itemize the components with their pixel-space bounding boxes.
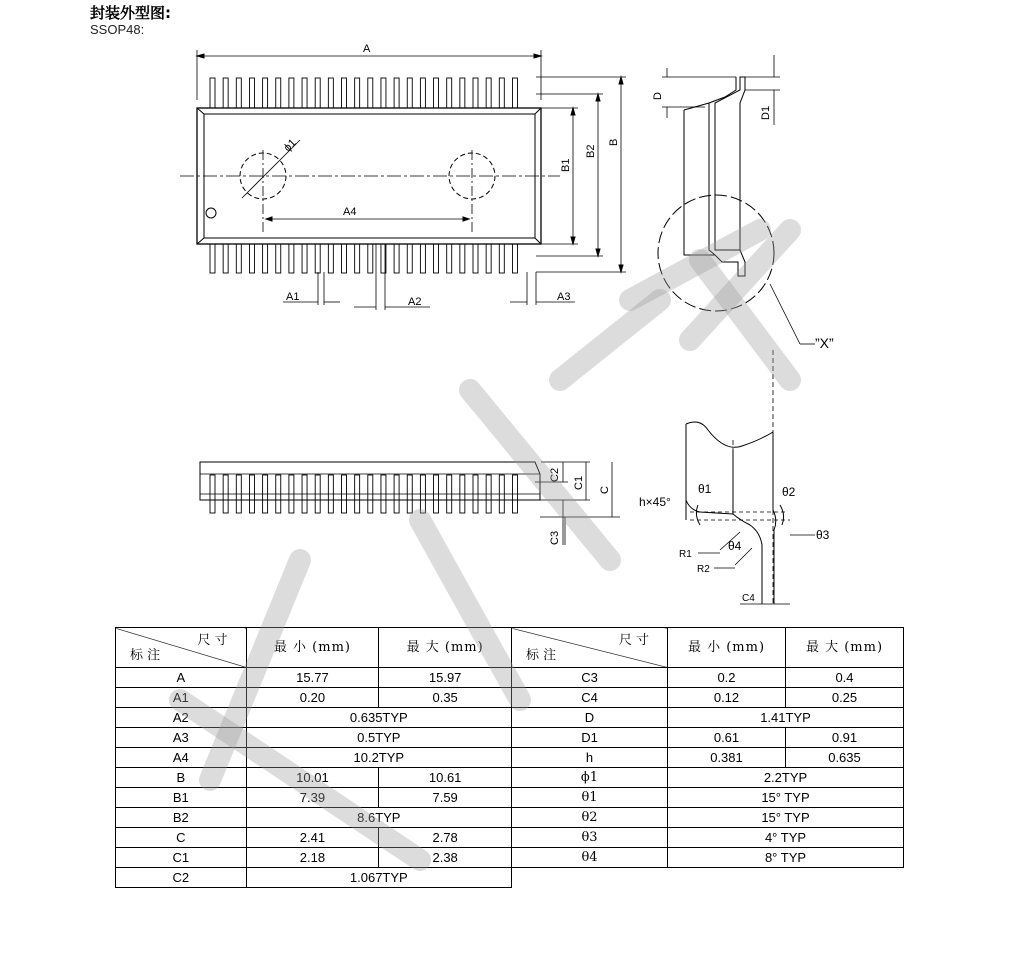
dim-label-C: C xyxy=(599,486,611,494)
dim-name-cell: A1 xyxy=(116,688,247,708)
pin-top-24 xyxy=(512,78,517,108)
dim-name-cell: A3 xyxy=(116,728,247,748)
dim-label-D: D xyxy=(652,92,664,100)
pin-top-9 xyxy=(315,78,320,108)
dim-max-cell: 0.35 xyxy=(379,688,512,708)
dim-name-cell: θ2 xyxy=(512,808,668,828)
pin-top-7 xyxy=(289,78,294,108)
pin-bottom-19 xyxy=(447,244,452,273)
pin-bottom-5 xyxy=(263,244,268,273)
dim-name-cell: θ1 xyxy=(512,788,668,808)
pin-bottom-4 xyxy=(249,244,254,273)
dim-typ-cell: 0.5TYP xyxy=(246,728,511,748)
dim-label-B2: B2 xyxy=(585,144,597,158)
pin-bottom-3 xyxy=(236,244,241,273)
dim-name-cell: C2 xyxy=(116,868,247,888)
package-name: SSOP48: xyxy=(90,22,145,37)
pin-top-23 xyxy=(499,78,504,108)
pin-top-5 xyxy=(263,78,268,108)
pin-top-17 xyxy=(420,78,425,108)
header-mark: 标 注 xyxy=(526,648,557,663)
dim-min-cell: 2.41 xyxy=(246,828,379,848)
dim-max-cell: 15.97 xyxy=(379,668,512,688)
dim-typ-cell: 10.2TYP xyxy=(246,748,511,768)
pin-bottom-20 xyxy=(460,244,465,273)
dim-max-cell: 10.61 xyxy=(379,768,512,788)
dim-label-A3: A3 xyxy=(557,291,571,303)
side-profile-view xyxy=(658,55,815,344)
header-min: 最 小 (mm) xyxy=(246,628,379,668)
dim-label-D1: D1 xyxy=(760,105,772,120)
pin-top-15 xyxy=(394,78,399,108)
pins-top xyxy=(210,78,517,108)
dim-max-cell: 2.78 xyxy=(379,828,512,848)
dim-typ-cell: 0.635TYP xyxy=(246,708,511,728)
dim-label-C1: C1 xyxy=(573,475,585,490)
dimension-table-right xyxy=(511,627,904,868)
dim-typ-cell: 8° TYP xyxy=(668,848,904,868)
pin-bottom-13 xyxy=(368,244,373,273)
pin-bottom-21 xyxy=(473,244,478,273)
dim-typ-cell: 15° TYP xyxy=(668,788,904,808)
dim-label-theta3: θ3 xyxy=(816,528,830,542)
pin-top-8 xyxy=(302,78,307,108)
dim-name-cell: θ3 xyxy=(512,828,668,848)
page-title: 封装外型图: xyxy=(90,4,171,22)
dim-name-cell: ϕ1 xyxy=(512,768,668,788)
dim-max-cell: 0.25 xyxy=(786,688,904,708)
pin-top-18 xyxy=(434,78,439,108)
dim-name-cell: B1 xyxy=(116,788,247,808)
table-row xyxy=(116,848,512,868)
dim-label-phi1: ϕ1 xyxy=(281,136,299,155)
pin-bottom-7 xyxy=(289,244,294,273)
pin-top-21 xyxy=(473,78,478,108)
table-row xyxy=(116,768,512,788)
table-row xyxy=(512,828,904,848)
pin-top-19 xyxy=(447,78,452,108)
dim-label-C3: C3 xyxy=(549,530,561,545)
dim-min-cell: 15.77 xyxy=(246,668,379,688)
pin-top-1 xyxy=(210,78,215,108)
pin-top-16 xyxy=(407,78,412,108)
pin-bottom-16 xyxy=(407,244,412,273)
header-mark: 标 注 xyxy=(130,648,161,663)
pin-top-10 xyxy=(328,78,333,108)
dimension-table-left xyxy=(115,627,512,888)
header-size: 尺 寸 xyxy=(197,633,228,648)
table-row xyxy=(512,848,904,868)
dim-typ-cell: 4° TYP xyxy=(668,828,904,848)
dim-min-cell: 0.2 xyxy=(668,668,786,688)
dim-min-cell: 0.61 xyxy=(668,728,786,748)
dim-label-C4: C4 xyxy=(742,593,755,604)
table-row xyxy=(512,768,904,788)
dim-name-cell: A2 xyxy=(116,708,247,728)
pin-top-6 xyxy=(276,78,281,108)
table-corner-header xyxy=(512,628,668,668)
pin-top-3 xyxy=(236,78,241,108)
pin-bottom-1 xyxy=(210,244,215,273)
dim-name-cell: B xyxy=(116,768,247,788)
pin-bottom-8 xyxy=(302,244,307,273)
dim-max-cell: 2.38 xyxy=(379,848,512,868)
pin-top-11 xyxy=(342,78,347,108)
dim-name-cell: D1 xyxy=(512,728,668,748)
header-max: 最 大 (mm) xyxy=(786,628,904,668)
top-view xyxy=(180,50,626,310)
dim-label-A1: A1 xyxy=(286,291,300,303)
dim-label-A: A xyxy=(363,43,371,55)
dim-name-cell: h xyxy=(512,748,668,768)
table-row xyxy=(116,868,512,888)
pin-top-2 xyxy=(223,78,228,108)
dim-max-cell: 0.91 xyxy=(786,728,904,748)
table-row xyxy=(512,808,904,828)
dim-typ-cell: 2.2TYP xyxy=(668,768,904,788)
detail-circle-X xyxy=(658,195,774,311)
table-corner-header xyxy=(116,628,247,668)
pin-bottom-15 xyxy=(394,244,399,273)
dim-name-cell: D xyxy=(512,708,668,728)
pin-bottom-18 xyxy=(434,244,439,273)
pin-top-14 xyxy=(381,78,386,108)
pin-top-22 xyxy=(486,78,491,108)
pin-bottom-10 xyxy=(328,244,333,273)
table-row xyxy=(512,668,904,688)
dim-label-theta2: θ2 xyxy=(782,485,796,499)
table-row xyxy=(512,788,904,808)
header-max: 最 大 (mm) xyxy=(379,628,512,668)
dim-label-R2: R2 xyxy=(697,564,710,575)
table-row xyxy=(512,688,904,708)
pin1-dot xyxy=(206,208,216,218)
dim-label-A2: A2 xyxy=(408,296,422,308)
pin-top-20 xyxy=(460,78,465,108)
pin-top-12 xyxy=(355,78,360,108)
table-row xyxy=(512,748,904,768)
dim-name-cell: C3 xyxy=(512,668,668,688)
table-row xyxy=(116,808,512,828)
dim-name-cell: θ4 xyxy=(512,848,668,868)
dim-max-cell: 0.4 xyxy=(786,668,904,688)
dim-max-cell: 0.635 xyxy=(786,748,904,768)
table-row xyxy=(116,748,512,768)
dim-label-h45: h×45° xyxy=(639,495,671,509)
dim-label-C2: C2 xyxy=(549,467,561,482)
table-row xyxy=(116,688,512,708)
dim-label-R1: R1 xyxy=(679,549,692,560)
dim-label-B1: B1 xyxy=(560,158,572,172)
dim-name-cell: C xyxy=(116,828,247,848)
pin-bottom-9 xyxy=(315,244,320,273)
dim-typ-cell: 15° TYP xyxy=(668,808,904,828)
dim-max-cell: 7.59 xyxy=(379,788,512,808)
dim-min-cell: 0.381 xyxy=(668,748,786,768)
dim-label-theta1: θ1 xyxy=(698,482,712,496)
dim-name-cell: A xyxy=(116,668,247,688)
dim-label-B: B xyxy=(608,138,620,146)
header-min: 最 小 (mm) xyxy=(668,628,786,668)
table-row xyxy=(116,828,512,848)
dim-label-theta4: θ4 xyxy=(728,539,742,553)
dim-name-cell: C1 xyxy=(116,848,247,868)
table-row xyxy=(512,728,904,748)
dim-label-A4: A4 xyxy=(343,206,357,218)
dim-typ-cell: 1.41TYP xyxy=(668,708,904,728)
dim-min-cell: 10.01 xyxy=(246,768,379,788)
dim-min-cell: 0.12 xyxy=(668,688,786,708)
table-row xyxy=(116,728,512,748)
pins-bottom xyxy=(210,244,517,273)
dim-name-cell: B2 xyxy=(116,808,247,828)
pin-top-13 xyxy=(368,78,373,108)
dim-name-cell: A4 xyxy=(116,748,247,768)
table-row xyxy=(116,788,512,808)
table-row xyxy=(116,708,512,728)
dim-min-cell: 2.18 xyxy=(246,848,379,868)
header-size: 尺 寸 xyxy=(618,633,649,648)
pin-bottom-22 xyxy=(486,244,491,273)
detail-label-X: ”X” xyxy=(815,335,834,351)
dim-min-cell: 0.20 xyxy=(246,688,379,708)
dim-name-cell: C4 xyxy=(512,688,668,708)
pin-bottom-17 xyxy=(420,244,425,273)
pin-bottom-11 xyxy=(342,244,347,273)
pin-bottom-12 xyxy=(355,244,360,273)
pin-bottom-2 xyxy=(223,244,228,273)
pin-bottom-24 xyxy=(512,244,517,273)
dim-typ-cell: 8.6TYP xyxy=(246,808,511,828)
pin-bottom-23 xyxy=(499,244,504,273)
dim-min-cell: 7.39 xyxy=(246,788,379,808)
dim-typ-cell: 1.067TYP xyxy=(246,868,511,888)
pin-top-4 xyxy=(249,78,254,108)
pin-bottom-6 xyxy=(276,244,281,273)
table-row xyxy=(116,668,512,688)
table-row xyxy=(512,708,904,728)
